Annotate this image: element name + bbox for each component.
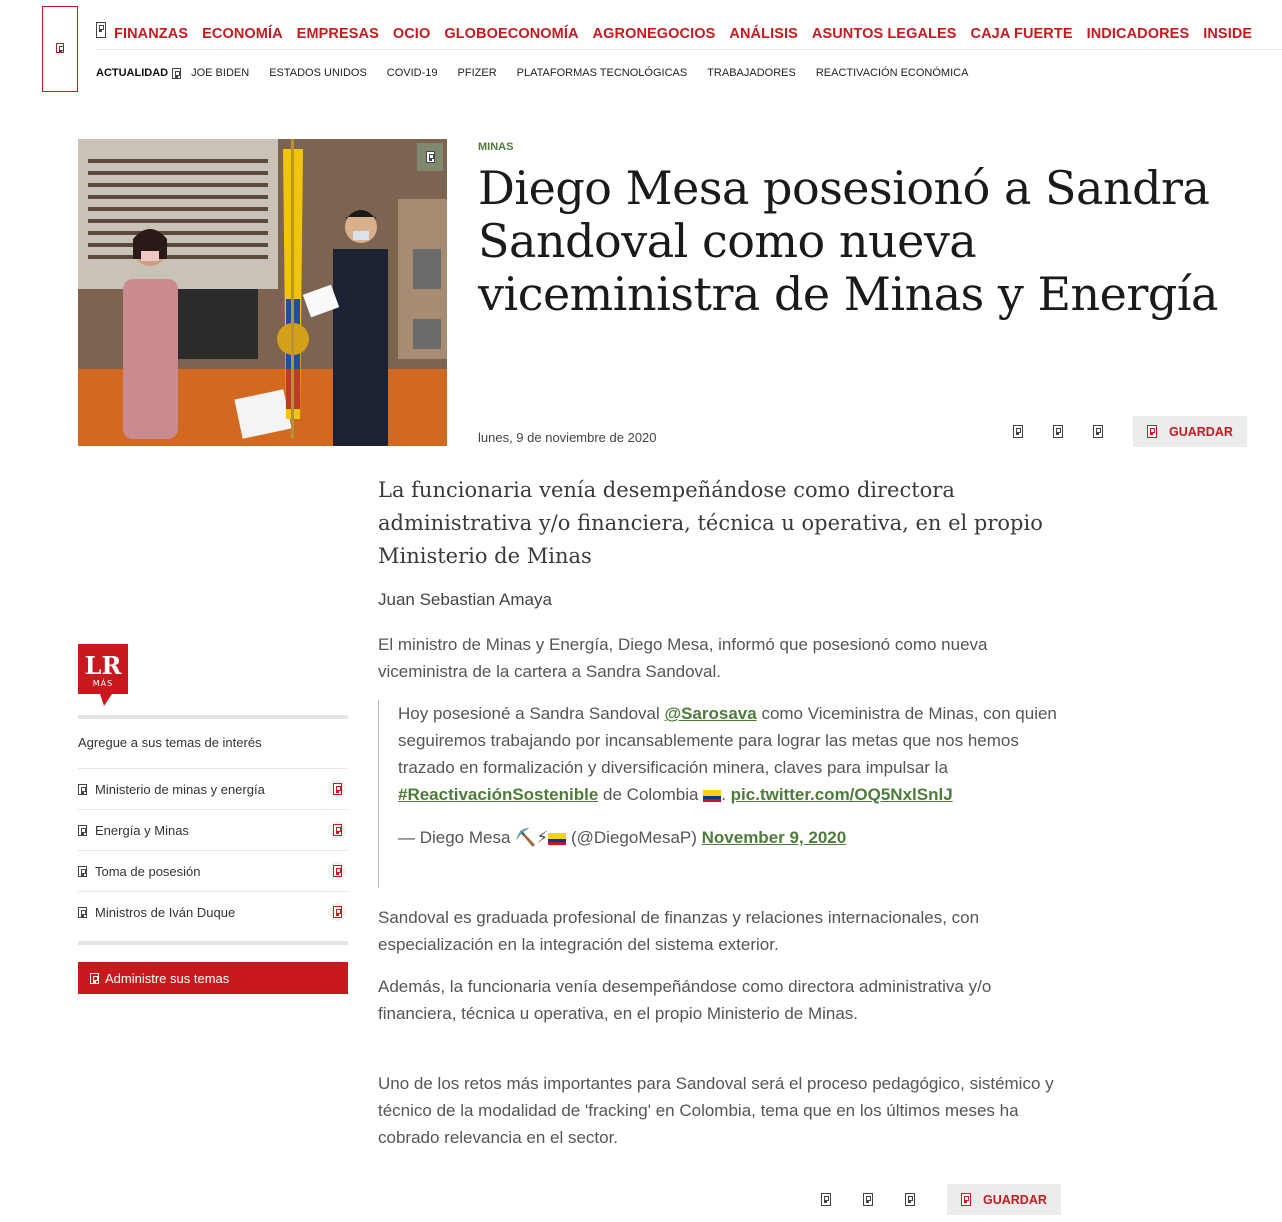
menu-icon xyxy=(56,43,64,53)
trending-item[interactable]: TRABAJADORES xyxy=(707,67,796,79)
topic-label: Ministros de Iván Duque xyxy=(95,904,236,920)
facebook-icon[interactable] xyxy=(821,1193,831,1206)
trending-item[interactable]: REACTIVACIÓN ECONÓMICA xyxy=(815,67,969,79)
nav-item-inside[interactable]: INSIDE xyxy=(1203,25,1253,42)
topics-list xyxy=(78,768,348,932)
publication-date: lunes, 9 de noviembre de 2020 xyxy=(478,430,657,445)
home-icon[interactable] xyxy=(96,22,106,38)
embedded-tweet xyxy=(378,700,1068,888)
tweet-text: Hoy posesioné a Sandra Sandoval @Sarosava como Viceministra de Minas, con quien seguiremos trabajando por incansablemente para lograr las metas que nos hemos trazado en formalización y diversificación minera, claves para impulsar la #ReactivaciónSostenible de Colombia . pic.twitter.com/OQ5NxlSnlJ xyxy=(398,704,1057,804)
nav-item-indicadores[interactable]: INDICADORES xyxy=(1086,25,1190,42)
tweet-text-part: de Colombia xyxy=(598,785,704,804)
twitter-icon[interactable] xyxy=(863,1193,873,1206)
nav-item-asuntos-legales[interactable]: ASUNTOS LEGALES xyxy=(811,25,957,42)
tweet-text-part: Hoy posesioné a Sandra Sandoval xyxy=(398,704,665,723)
topic-label: Energía y Minas xyxy=(95,822,189,838)
nav-item-caja-fuerte[interactable]: CAJA FUERTE xyxy=(970,25,1073,42)
settings-icon xyxy=(90,973,99,984)
tweet-handle: (@DiegoMesaP) xyxy=(566,828,702,847)
logo-main-text: LR xyxy=(84,651,122,680)
tweet-hashtag-link[interactable]: #ReactivaciónSostenible xyxy=(398,785,599,804)
add-topic-button[interactable] xyxy=(328,903,346,921)
colombia-flag-icon xyxy=(548,833,566,845)
share-toolbar xyxy=(1013,416,1247,447)
main-navigation xyxy=(96,18,1282,50)
facebook-icon[interactable] xyxy=(1013,425,1023,438)
article-author[interactable]: Juan Sebastian Amaya xyxy=(378,590,552,609)
article-paragraph: Además, la funcionaria venía desempeñándose como directora administrativa y/o financiera, técnica u operativa, en el propio Ministerio de Minas. xyxy=(378,977,992,1023)
article-paragraph: El ministro de Minas y Energía, Diego Mesa, informó que posesionó como nueva viceministra de la cartera a Sandra Sandoval. xyxy=(378,635,988,681)
nav-item-agronegocios[interactable]: AGRONEGOCIOS xyxy=(592,25,716,42)
linkedin-icon[interactable] xyxy=(905,1193,915,1206)
tag-icon xyxy=(78,784,87,795)
topic-item[interactable] xyxy=(78,850,348,891)
article-paragraph: Uno de los retos más importantes para Sandoval será el proceso pedagógico, sistémico y técnico de la modalidad de 'fracking' en Colombia, tema que en los últimos meses ha cobrado relevancia en el sector. xyxy=(378,1074,1054,1147)
trending-icon xyxy=(172,68,181,79)
plus-icon xyxy=(333,824,342,836)
sidebar-divider xyxy=(78,941,348,945)
nav-item-finanzas[interactable]: FINANZAS xyxy=(114,25,189,42)
topics-title: Agregue a sus temas de interés xyxy=(78,735,262,750)
topic-item[interactable] xyxy=(78,809,348,850)
article-headline: Diego Mesa posesionó a Sandra Sandoval como nueva viceministra de Minas y Energía xyxy=(478,161,1218,321)
nav-item-globoeconomia[interactable]: GLOBOECONOMÍA xyxy=(444,25,579,42)
share-toolbar-bottom xyxy=(821,1184,1061,1215)
tweet-signature xyxy=(398,824,1068,851)
topic-label: Ministerio de minas y energía xyxy=(95,781,265,797)
tweet-author: — Diego Mesa ⛏️⚡ xyxy=(398,828,549,847)
plus-icon xyxy=(333,906,342,918)
topic-label: Toma de posesión xyxy=(95,863,201,879)
section-label[interactable]: MINAS xyxy=(478,141,514,153)
gallery-icon[interactable] xyxy=(417,143,443,171)
trending-item[interactable]: PFIZER xyxy=(457,67,497,79)
colombia-flag-icon xyxy=(703,790,721,802)
plus-icon xyxy=(333,783,342,795)
menu-button[interactable] xyxy=(42,6,78,92)
linkedin-icon[interactable] xyxy=(1093,425,1103,438)
trending-item[interactable]: PLATAFORMAS TECNOLÓGICAS xyxy=(516,67,688,79)
tag-icon xyxy=(78,825,87,836)
trending-item[interactable]: ESTADOS UNIDOS xyxy=(269,67,367,79)
plus-icon xyxy=(333,865,342,877)
tag-icon xyxy=(78,866,87,877)
tweet-mention-link[interactable]: @Sarosava xyxy=(664,704,757,723)
nav-item-analisis[interactable]: ANÁLISIS xyxy=(729,25,798,42)
sidebar-divider xyxy=(78,715,348,719)
trending-item[interactable]: JOE BIDEN xyxy=(191,67,250,79)
topic-item[interactable] xyxy=(78,891,348,932)
lr-mas-logo xyxy=(78,644,128,706)
add-topic-button[interactable] xyxy=(328,780,346,798)
trending-label: ACTUALIDAD xyxy=(96,67,169,79)
tweet-pic-link[interactable]: pic.twitter.com/OQ5NxlSnlJ xyxy=(730,785,953,804)
article-photo xyxy=(78,139,447,446)
article-paragraph: Sandoval es graduada profesional de finanzas y relaciones internacionales, con especialización en la integración del sistema exterior. xyxy=(378,908,980,954)
bookmark-icon xyxy=(961,1193,971,1206)
add-topic-button[interactable] xyxy=(328,862,346,880)
save-button-label: GUARDAR xyxy=(1169,424,1233,439)
bookmark-icon xyxy=(1147,425,1157,438)
tweet-date-link[interactable]: November 9, 2020 xyxy=(701,828,847,847)
add-topic-button[interactable] xyxy=(328,821,346,839)
manage-topics-button[interactable] xyxy=(78,962,348,994)
save-button-label: GUARDAR xyxy=(983,1192,1047,1207)
twitter-icon[interactable] xyxy=(1053,425,1063,438)
nav-item-economia[interactable]: ECONOMÍA xyxy=(202,25,283,42)
save-button[interactable] xyxy=(1133,416,1247,447)
tweet-text-part: como Viceministra de Minas, con quien seguiremos trabajando por incansablemente para lograr las metas que nos hemos trazado en formalización y diversificación minera, claves para impulsar la xyxy=(398,704,1057,777)
trending-item[interactable]: COVID-19 xyxy=(386,67,438,79)
trending-topics-bar xyxy=(96,67,988,79)
tag-icon xyxy=(78,907,87,918)
manage-topics-label: Administre sus temas xyxy=(105,970,230,986)
save-button[interactable] xyxy=(947,1184,1061,1215)
article-subtitle: La funcionaria venía desempeñándose como directora administrativa y/o financiera, técnica u operativa, en el propio Ministerio de Minas xyxy=(378,478,1043,568)
logo-sub-text: MÁS xyxy=(92,679,114,688)
nav-item-ocio[interactable]: OCIO xyxy=(392,25,431,42)
nav-item-empresas[interactable]: EMPRESAS xyxy=(296,25,379,42)
topic-item[interactable] xyxy=(78,768,348,809)
